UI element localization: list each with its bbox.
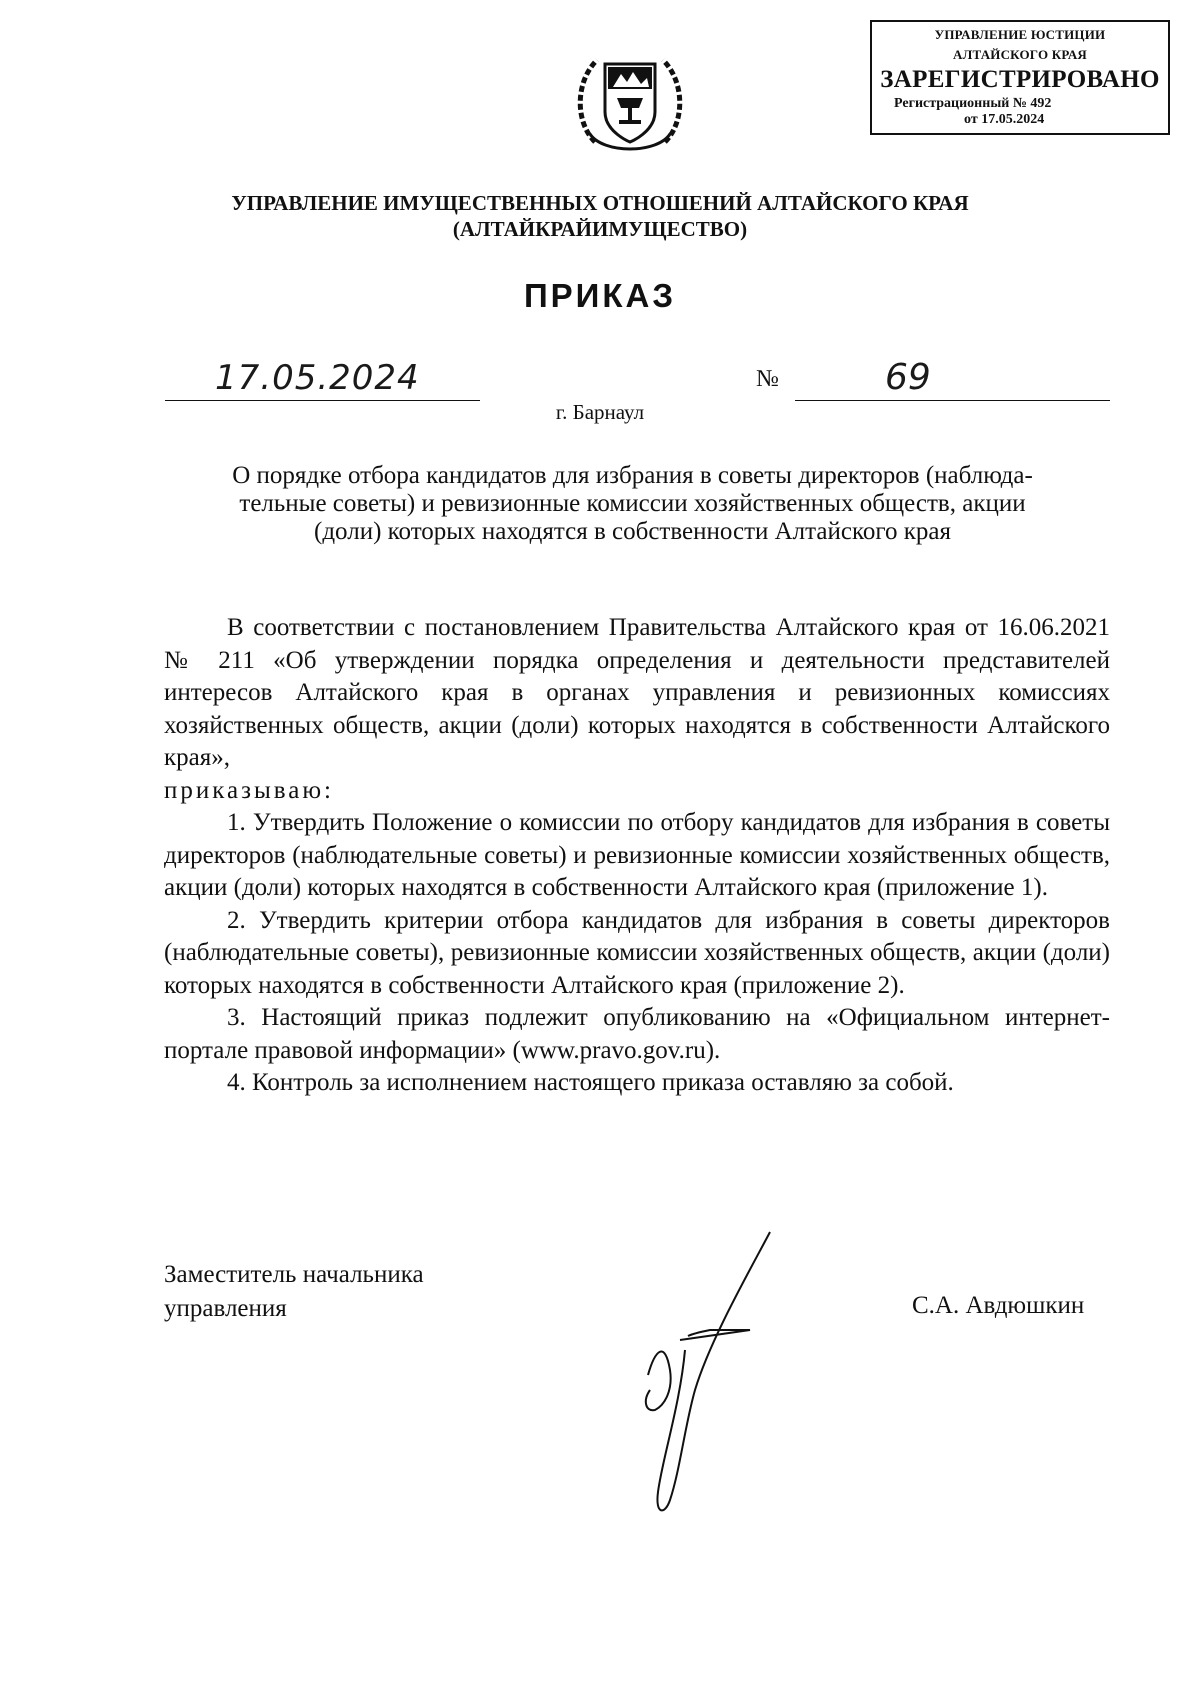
- order-body: [164, 612, 1110, 1100]
- coat-of-arms-icon: [575, 42, 685, 162]
- stamp-org-line1: УПРАВЛЕНИЕ ЮСТИЦИИ: [934, 27, 1106, 42]
- stamp-org-line2: АЛТАЙСКОГО КРАЯ: [953, 47, 1087, 62]
- order-word: приказываю:: [164, 776, 334, 804]
- date-field: [165, 358, 480, 401]
- order-item-4: 4. Контроль за исполнением настоящего приказа оставляю за собой.: [227, 1069, 954, 1096]
- subject-line: О порядке отбора кандидатов для избрания в советы директоров (наблюда-: [232, 462, 1033, 489]
- agency-short-name: (АЛТАЙКРАЙИМУЩЕСТВО): [452, 217, 748, 241]
- order-item-3: 3. Настоящий приказ подлежит опубликованию на «Официальном интернет-портале правовой информации» (www.pravo.gov.ru).: [164, 1004, 1110, 1064]
- signatory-name: С.А. Авдюшкин: [912, 1292, 1085, 1319]
- registration-stamp: [870, 20, 1170, 135]
- stamp-status: ЗАРЕГИСТРИРОВАНО: [880, 66, 1160, 93]
- agency-name: УПРАВЛЕНИЕ ИМУЩЕСТВЕННЫХ ОТНОШЕНИЙ АЛТАЙСКОГО КРАЯ: [231, 191, 969, 215]
- handwritten-date: 17.05.2024: [215, 358, 420, 398]
- position-line: управления: [164, 1295, 287, 1322]
- order-item-2: 2. Утвердить критерии отбора кандидатов для избрания в советы директоров (наблюдательные советы), ревизионные комиссии хозяйственных обществ, акции (доли) которых находятся в собственности Алтайского края (приложение 2).: [164, 906, 1110, 999]
- number-label: №: [756, 366, 779, 392]
- stamp-reg-date: от 17.05.2024: [964, 112, 1045, 127]
- agency-header: [0, 190, 1200, 242]
- position-line: Заместитель начальника: [164, 1261, 424, 1288]
- city-name: г. Барнаул: [555, 400, 645, 424]
- stamp-reg-number: Регистрационный № 492: [894, 96, 1052, 111]
- order-item-1: 1. Утвердить Положение о комиссии по отбору кандидатов для избрания в советы директоров (наблюдательные советы) и ревизионные комиссии хозяйственных обществ, акции (доли) которых находятся в собственности Алтайского края (приложение 1).: [164, 809, 1110, 901]
- number-field: [795, 358, 1110, 401]
- document-type: ПРИКАЗ: [523, 277, 677, 314]
- subject-line: тельные советы) и ревизионные комиссии хозяйственных обществ, акции: [239, 490, 1026, 517]
- subject-line: (доли) которых находятся в собственности Алтайского края: [314, 518, 951, 545]
- handwritten-signature: [640, 1230, 790, 1520]
- handwritten-number: 69: [885, 357, 931, 398]
- preamble-paragraph: В соответствии с постановлением Правительства Алтайского края от 16.06.2021 № 211 «Об утверждении порядка определения и деятельности представителей интересов Алтайского края в органах управления и ревизионных комиссиях хозяйственных обществ, акции (доли) которых находятся в собственности Алтайского края»,: [164, 614, 1110, 771]
- signatory-position: [164, 1258, 424, 1326]
- order-subject: [170, 462, 1095, 546]
